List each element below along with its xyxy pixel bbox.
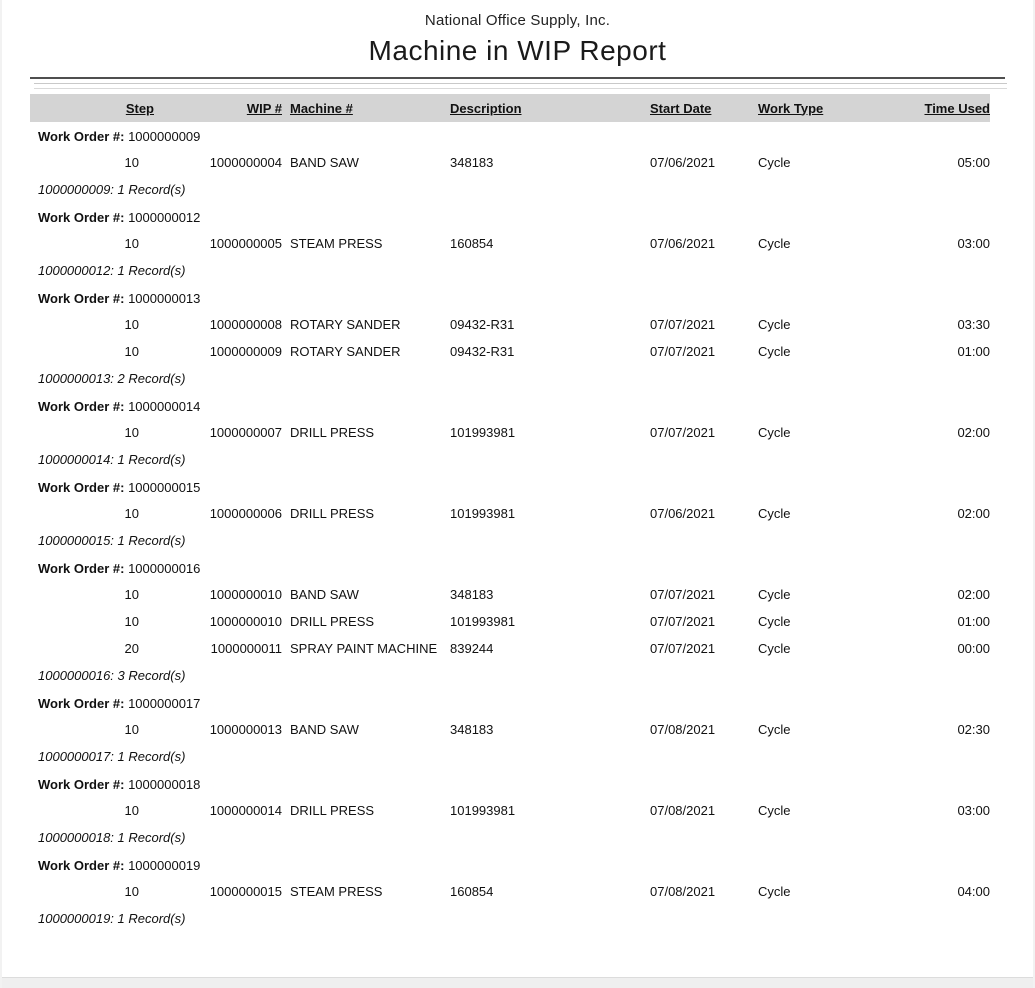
cell-start-date: 07/08/2021	[650, 722, 716, 737]
cell-work-type: Cycle	[758, 614, 791, 629]
column-header-time-used[interactable]: Time Used	[924, 100, 990, 116]
work-order-header	[30, 392, 990, 420]
work-order-number: 1000000017	[128, 696, 201, 711]
work-order-group	[30, 770, 990, 851]
cell-start-date: 07/07/2021	[650, 425, 716, 440]
work-order-group	[30, 689, 990, 770]
work-order-number: 1000000019	[128, 858, 201, 873]
cell-time-used: 02:00	[957, 425, 990, 440]
cell-time-used: 03:30	[957, 317, 990, 332]
cell-machine: DRILL PRESS	[290, 614, 375, 629]
cell-work-type: Cycle	[758, 641, 791, 656]
cell-description: 348183	[450, 155, 494, 170]
cell-step: 10	[124, 506, 139, 521]
column-header-wip[interactable]: WIP #	[246, 100, 282, 116]
cell-description: 09432-R31	[450, 317, 515, 332]
cell-start-date: 07/06/2021	[650, 236, 716, 251]
work-order-label: Work Order #:	[38, 777, 125, 792]
work-order-header	[30, 284, 990, 312]
cell-work-type: Cycle	[758, 884, 791, 899]
cell-description: 101993981	[450, 425, 516, 440]
table-row	[30, 609, 990, 636]
table-row	[30, 312, 990, 339]
cell-start-date: 07/06/2021	[650, 155, 716, 170]
cell-time-used: 03:00	[957, 236, 990, 251]
cell-wip-number: 1000000009	[209, 344, 282, 359]
cell-wip-number: 1000000013	[209, 722, 282, 737]
work-order-rows	[30, 798, 990, 825]
cell-work-type: Cycle	[758, 317, 791, 332]
horizontal-scrollbar-track[interactable]	[2, 977, 1033, 988]
cell-machine: BAND SAW	[290, 722, 359, 737]
cell-step: 10	[124, 317, 139, 332]
cell-start-date: 07/08/2021	[650, 803, 716, 818]
cell-time-used: 01:00	[957, 614, 990, 629]
cell-description: 348183	[450, 587, 494, 602]
column-header-machine[interactable]: Machine #	[290, 100, 353, 116]
cell-machine: STEAM PRESS	[290, 884, 383, 899]
table-body	[30, 122, 990, 932]
cell-time-used: 05:00	[957, 155, 990, 170]
group-record-count: 1000000019: 1 Record(s)	[38, 911, 186, 926]
work-order-number: 1000000012	[128, 210, 201, 225]
work-order-number: 1000000014	[128, 399, 201, 414]
company-name: National Office Supply, Inc.	[424, 12, 611, 29]
work-order-rows	[30, 501, 990, 528]
cell-work-type: Cycle	[758, 587, 791, 602]
cell-machine: DRILL PRESS	[290, 803, 375, 818]
column-header-step[interactable]: Step	[125, 100, 154, 116]
work-order-header	[30, 689, 990, 717]
work-order-header	[30, 203, 990, 231]
work-order-rows	[30, 150, 990, 177]
group-record-count: 1000000018: 1 Record(s)	[38, 830, 186, 845]
cell-wip-number: 1000000005	[209, 236, 282, 251]
cell-start-date: 07/07/2021	[650, 614, 716, 629]
page-title: Machine in WIP Report	[368, 35, 667, 66]
work-order-group	[30, 851, 990, 932]
work-order-group	[30, 284, 990, 392]
cell-step: 10	[124, 236, 139, 251]
cell-step: 10	[124, 425, 139, 440]
table-row	[30, 339, 990, 366]
table-row	[30, 501, 990, 528]
cell-time-used: 02:00	[957, 506, 990, 521]
cell-work-type: Cycle	[758, 236, 791, 251]
cell-work-type: Cycle	[758, 344, 791, 359]
work-order-header	[30, 473, 990, 501]
cell-work-type: Cycle	[758, 155, 791, 170]
cell-work-type: Cycle	[758, 425, 791, 440]
group-record-count: 1000000017: 1 Record(s)	[38, 749, 186, 764]
cell-start-date: 07/07/2021	[650, 317, 716, 332]
cell-step: 10	[124, 155, 139, 170]
column-header-description[interactable]: Description	[450, 100, 522, 116]
wip-report-table	[30, 94, 990, 932]
group-record-count: 1000000012: 1 Record(s)	[38, 263, 186, 278]
cell-work-type: Cycle	[758, 506, 791, 521]
work-order-label: Work Order #:	[38, 399, 125, 414]
cell-step: 10	[124, 587, 139, 602]
cell-machine: DRILL PRESS	[290, 506, 375, 521]
cell-machine: DRILL PRESS	[290, 425, 375, 440]
work-order-number: 1000000009	[128, 129, 201, 144]
table-row	[30, 150, 990, 177]
group-record-count: 1000000016: 3 Record(s)	[38, 668, 186, 683]
cell-machine: STEAM PRESS	[290, 236, 383, 251]
group-record-count: 1000000013: 2 Record(s)	[38, 371, 186, 386]
work-order-label: Work Order #:	[38, 210, 125, 225]
work-order-rows	[30, 312, 990, 366]
cell-time-used: 03:00	[957, 803, 990, 818]
table-row	[30, 231, 990, 258]
cell-description: 839244	[450, 641, 494, 656]
cell-machine: ROTARY SANDER	[290, 317, 401, 332]
work-order-header	[30, 122, 990, 150]
work-order-group	[30, 122, 990, 203]
group-record-count: 1000000015: 1 Record(s)	[38, 533, 186, 548]
cell-wip-number: 1000000010	[209, 587, 282, 602]
cell-time-used: 04:00	[957, 884, 990, 899]
table-row	[30, 636, 990, 663]
work-order-header	[30, 770, 990, 798]
work-order-rows	[30, 231, 990, 258]
cell-machine: ROTARY SANDER	[290, 344, 401, 359]
work-order-label: Work Order #:	[38, 480, 125, 495]
cell-start-date: 07/06/2021	[650, 506, 716, 521]
cell-time-used: 02:00	[957, 587, 990, 602]
cell-step: 10	[124, 884, 139, 899]
cell-work-type: Cycle	[758, 722, 791, 737]
work-order-rows	[30, 717, 990, 744]
work-order-rows	[30, 582, 990, 663]
table-header-row	[30, 94, 990, 122]
work-order-group	[30, 392, 990, 473]
cell-step: 10	[124, 344, 139, 359]
cell-step: 10	[124, 614, 139, 629]
cell-start-date: 07/07/2021	[650, 344, 716, 359]
cell-description: 101993981	[450, 506, 516, 521]
cell-start-date: 07/08/2021	[650, 884, 716, 899]
cell-wip-number: 1000000014	[209, 803, 282, 818]
work-order-number: 1000000013	[128, 291, 201, 306]
cell-wip-number: 1000000010	[209, 614, 282, 629]
cell-description: 160854	[450, 884, 494, 899]
report-header	[2, 0, 1033, 67]
cell-machine: BAND SAW	[290, 155, 359, 170]
group-record-count: 1000000014: 1 Record(s)	[38, 452, 186, 467]
work-order-label: Work Order #:	[38, 129, 125, 144]
cell-time-used: 00:00	[957, 641, 990, 656]
cell-work-type: Cycle	[758, 803, 791, 818]
work-order-group	[30, 473, 990, 554]
work-order-rows	[30, 879, 990, 906]
cell-time-used: 01:00	[957, 344, 990, 359]
cell-description: 160854	[450, 236, 494, 251]
cell-step: 10	[124, 803, 139, 818]
header-divider	[34, 83, 1007, 89]
table-row	[30, 420, 990, 447]
cell-wip-number: 1000000015	[209, 884, 282, 899]
work-order-rows	[30, 420, 990, 447]
cell-description: 101993981	[450, 614, 516, 629]
work-order-number: 1000000018	[128, 777, 201, 792]
cell-wip-number: 1000000004	[209, 155, 282, 170]
cell-wip-number: 1000000007	[209, 425, 282, 440]
work-order-label: Work Order #:	[38, 561, 125, 576]
work-order-header	[30, 851, 990, 879]
cell-time-used: 02:30	[957, 722, 990, 737]
cell-step: 20	[124, 641, 139, 656]
work-order-group	[30, 203, 990, 284]
cell-wip-number: 1000000011	[210, 641, 282, 656]
work-order-group	[30, 554, 990, 689]
cell-description: 348183	[450, 722, 494, 737]
table-row	[30, 582, 990, 609]
work-order-number: 1000000016	[128, 561, 201, 576]
cell-start-date: 07/07/2021	[650, 641, 716, 656]
cell-wip-number: 1000000008	[209, 317, 282, 332]
title-divider	[30, 77, 1005, 79]
table-row	[30, 798, 990, 825]
cell-description: 09432-R31	[450, 344, 515, 359]
group-record-count: 1000000009: 1 Record(s)	[38, 182, 186, 197]
work-order-label: Work Order #:	[38, 858, 125, 873]
cell-description: 101993981	[450, 803, 516, 818]
work-order-label: Work Order #:	[38, 291, 125, 306]
cell-machine: SPRAY PAINT MACHINE	[290, 641, 438, 656]
column-header-start-date[interactable]: Start Date	[650, 100, 712, 116]
column-header-work-type[interactable]: Work Type	[758, 100, 824, 116]
work-order-number: 1000000015	[128, 480, 201, 495]
table-row	[30, 717, 990, 744]
cell-start-date: 07/07/2021	[650, 587, 716, 602]
cell-machine: BAND SAW	[290, 587, 359, 602]
cell-wip-number: 1000000006	[209, 506, 282, 521]
work-order-header	[30, 554, 990, 582]
cell-step: 10	[124, 722, 139, 737]
table-row	[30, 879, 990, 906]
work-order-label: Work Order #:	[38, 696, 125, 711]
